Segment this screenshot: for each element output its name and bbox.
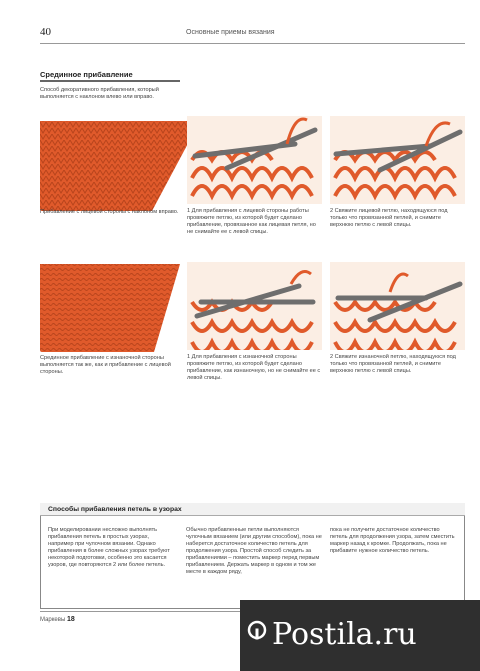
- illustration-row1-step1: [187, 116, 322, 204]
- watermark-text: Postila.ru: [272, 617, 417, 652]
- postila-logo-icon: [247, 620, 267, 640]
- section-title-underline: [40, 80, 180, 82]
- row2-step1-caption: 1 Для прибавления с изнаночной стороны провяжите петлю, из которой будет сделано прибавление, как изнаночную, но не снимайте ее с левой спицы.: [187, 354, 321, 381]
- footer: [40, 616, 75, 623]
- info-box-column-1: При моделировании несложно выполнять прибавления петель в простых узорах, например при чулочном вязании. Однако прибавления в более сложных узорах требуют некоторой подготовки, особенно это касается узоров, где повторяются 2 или более петель.: [48, 527, 170, 568]
- illustration-row2-step2: [330, 262, 465, 350]
- illustration-row2-step1: [187, 262, 322, 350]
- swatch-photo-knit-right: [40, 116, 200, 211]
- footer-page: 18: [66, 616, 75, 623]
- footer-label: Маркевы: [40, 617, 66, 623]
- row2-photo-caption: Срединное прибавление с изнаночной стороны выполняется так же, как и прибавление с лицевой стороны.: [40, 355, 171, 375]
- running-head: Основные приемы вязания: [186, 29, 275, 36]
- section-intro: Способ декоративного прибавления, который выполняется с наклоном влево или вправо.: [40, 87, 159, 100]
- info-box-column-2: Обычно прибавленные петли выполняются чулочным вязанием (или другим способом), пока не наберется достаточное количество петель для продолжения узора. Простой способ следить за прибавлениями – поместить маркер перед первым прибавлением. Держать маркер в одном и том же месте в каждом ряду,: [186, 527, 322, 575]
- page-number: 40: [40, 26, 51, 38]
- row1-photo-caption: Прибавление с лицевой стороны с наклоном вправо.: [40, 209, 179, 215]
- row2-step2-caption: 2 Свяжите изнаночной петлю, находящуюся под только что провязанной петлей, и снимите верхнюю петлю с левой спицы.: [330, 354, 456, 374]
- swatch-photo-purl: [40, 262, 200, 352]
- header-divider: [40, 43, 465, 44]
- row1-step1-caption: 1 Для прибавления с лицевой стороны работы провяжите петлю, из которой будет сделано прибавление, провязанное как лицевая петля, но не снимайте ее с левой спицы.: [187, 208, 316, 235]
- info-box-title: Способы прибавления петель в узорах: [48, 506, 182, 513]
- row1-step2-caption: 2 Свяжите лицевой петлю, находящуюся под только что провязанной петлей, и снимите верхнюю петлю с левой спицы.: [330, 208, 448, 228]
- section-title: Срединное прибавление: [40, 70, 133, 79]
- illustration-row1-step2: [330, 116, 465, 204]
- info-box-column-3: пока не получите достаточное количество петель для продолжения узора, затем сместить маркер назад к кромке. Продолжать, пока не прибавите нужное количество петель.: [330, 527, 455, 554]
